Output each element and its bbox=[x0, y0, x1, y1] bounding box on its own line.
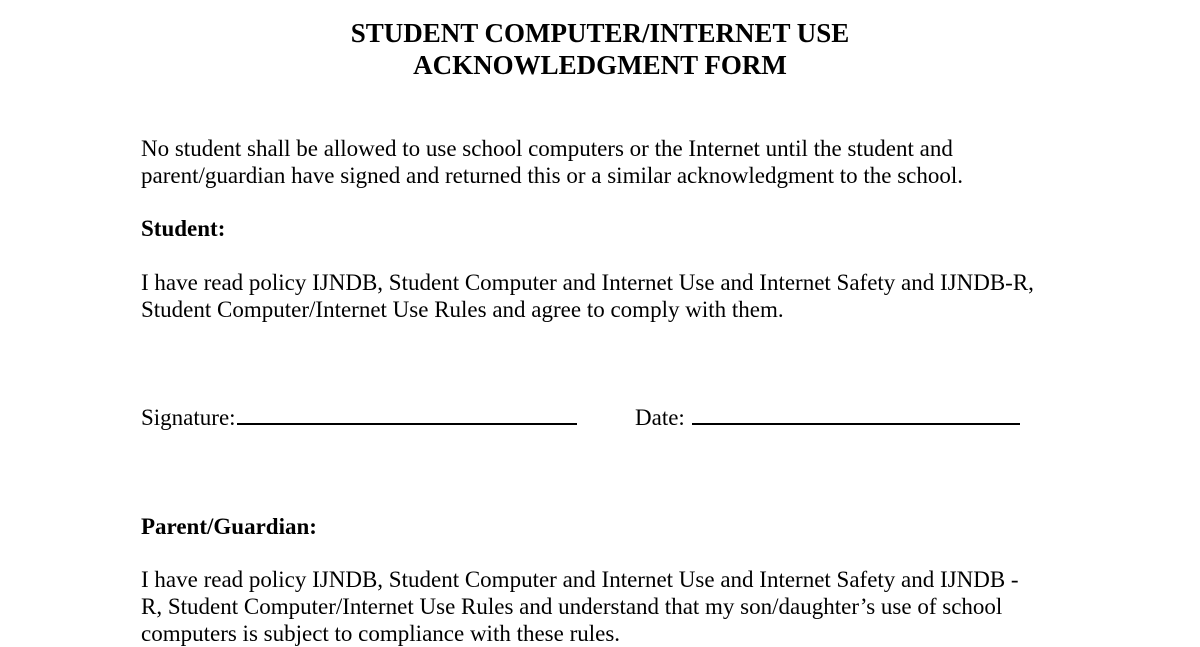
intro-line-1: No student shall be allowed to use school computers or the Internet until the student and bbox=[141, 136, 953, 161]
student-signature-label: Signature: bbox=[141, 405, 236, 430]
student-signature-line[interactable] bbox=[237, 403, 577, 425]
student-date-row bbox=[635, 403, 1020, 431]
parent-heading: Parent/Guardian: bbox=[141, 514, 317, 539]
student-date-line[interactable] bbox=[692, 403, 1020, 425]
form-title-line-1: STUDENT COMPUTER/INTERNET USE bbox=[350, 18, 850, 48]
student-statement-line-2: Student Computer/Internet Use Rules and agree to comply with them. bbox=[141, 297, 784, 322]
student-signature-row bbox=[141, 403, 577, 431]
parent-statement-line-1: I have read policy IJNDB, Student Computer and Internet Use and Internet Safety and IJNDB - bbox=[141, 567, 1019, 592]
student-date-label: Date: bbox=[635, 405, 685, 430]
student-statement-line-1: I have read policy IJNDB, Student Computer and Internet Use and Internet Safety and IJNDB-R, bbox=[141, 270, 1034, 295]
form-title-line-2: ACKNOWLEDGMENT FORM bbox=[413, 50, 787, 80]
parent-statement-line-3: computers is subject to compliance with these rules. bbox=[141, 621, 621, 646]
student-heading: Student: bbox=[141, 216, 226, 241]
parent-statement-line-2: R, Student Computer/Internet Use Rules and understand that my son/daughter’s use of school bbox=[141, 594, 1003, 619]
intro-line-2: parent/guardian have signed and returned this or a similar acknowledgment to the school. bbox=[141, 163, 964, 188]
